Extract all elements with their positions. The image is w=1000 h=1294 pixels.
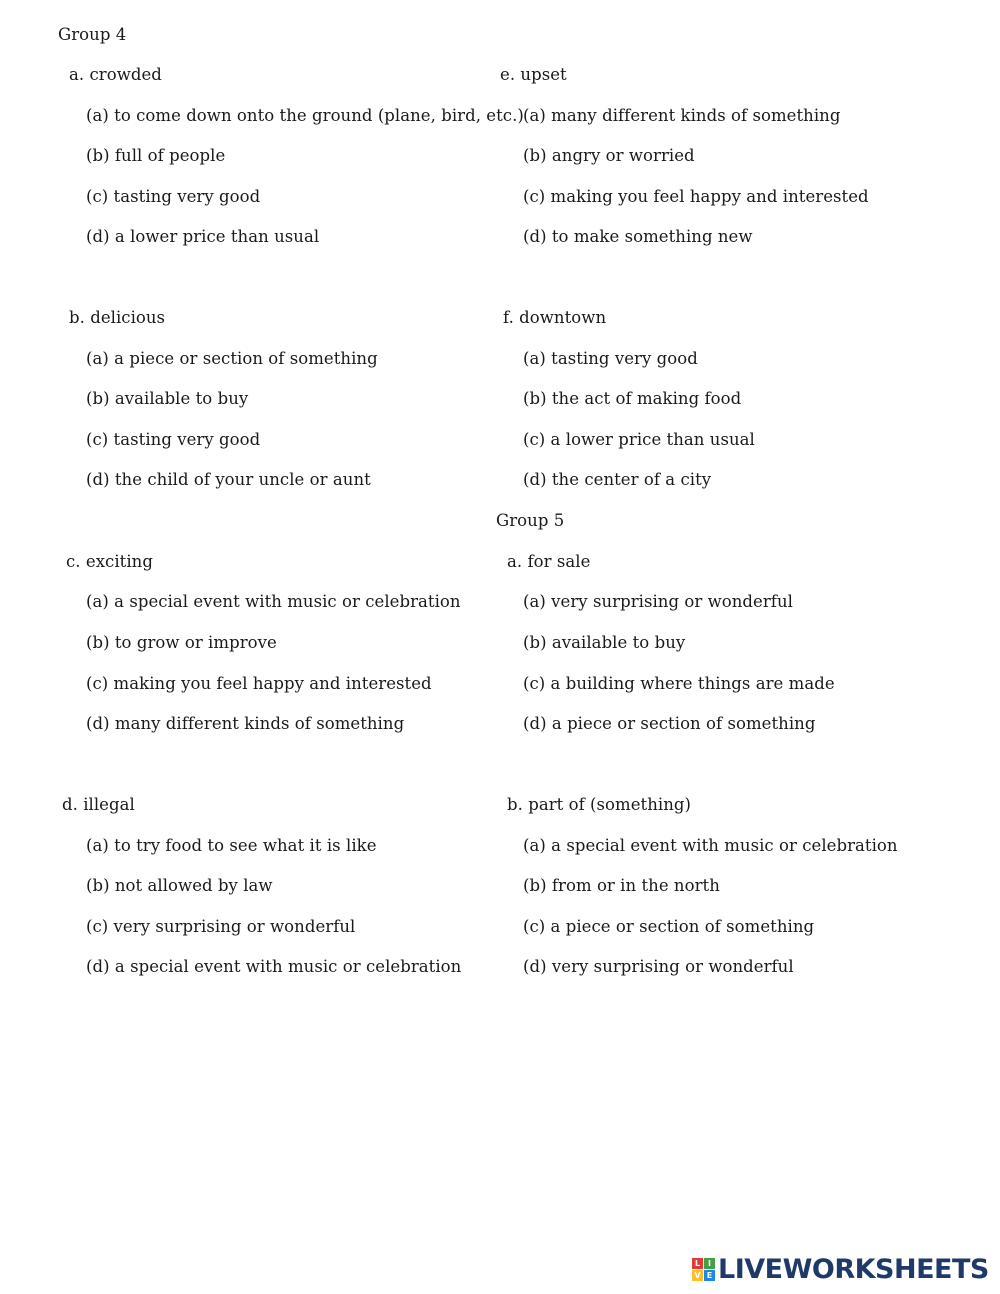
option-for-sale-a[interactable]: (a) very surprising or wonderful bbox=[523, 592, 793, 611]
option-upset-b[interactable]: (b) angry or worried bbox=[523, 146, 695, 165]
question-word-part-of: b. part of (something) bbox=[507, 795, 692, 814]
option-delicious-d[interactable]: (d) the child of your uncle or aunt bbox=[86, 470, 371, 489]
option-delicious-b[interactable]: (b) available to buy bbox=[86, 389, 249, 408]
option-upset-a[interactable]: (a) many different kinds of something bbox=[523, 106, 841, 125]
option-downtown-a[interactable]: (a) tasting very good bbox=[523, 349, 698, 368]
option-crowded-a[interactable]: (a) to come down onto the ground (plane, bird, etc.) bbox=[86, 106, 524, 125]
question-word-delicious: b. delicious bbox=[69, 308, 166, 327]
option-exciting-c[interactable]: (c) making you feel happy and interested bbox=[86, 674, 432, 693]
badge-letter-e: E bbox=[704, 1270, 715, 1281]
option-part-of-c[interactable]: (c) a piece or section of something bbox=[523, 917, 815, 936]
badge-letter-i: I bbox=[704, 1258, 715, 1269]
liveworksheets-logo bbox=[692, 1254, 989, 1284]
question-word-downtown: f. downtown bbox=[503, 308, 607, 327]
live-badge-icon bbox=[692, 1258, 715, 1281]
option-for-sale-b[interactable]: (b) available to buy bbox=[523, 633, 686, 652]
group-5-heading: Group 5 bbox=[496, 511, 565, 530]
option-part-of-a[interactable]: (a) a special event with music or celebration bbox=[523, 836, 898, 855]
option-illegal-a[interactable]: (a) to try food to see what it is like bbox=[86, 836, 377, 855]
option-crowded-d[interactable]: (d) a lower price than usual bbox=[86, 227, 320, 246]
option-upset-c[interactable]: (c) making you feel happy and interested bbox=[523, 187, 869, 206]
option-part-of-d[interactable]: (d) very surprising or wonderful bbox=[523, 957, 794, 976]
option-part-of-b[interactable]: (b) from or in the north bbox=[523, 876, 720, 895]
option-for-sale-d[interactable]: (d) a piece or section of something bbox=[523, 714, 816, 733]
option-downtown-d[interactable]: (d) the center of a city bbox=[523, 470, 712, 489]
option-delicious-c[interactable]: (c) tasting very good bbox=[86, 430, 261, 449]
badge-letter-v: V bbox=[692, 1270, 703, 1281]
option-illegal-d[interactable]: (d) a special event with music or celebration bbox=[86, 957, 462, 976]
question-word-crowded: a. crowded bbox=[69, 65, 162, 84]
badge-letter-l: L bbox=[692, 1258, 703, 1269]
question-word-for-sale: a. for sale bbox=[507, 552, 591, 571]
question-word-upset: e. upset bbox=[500, 65, 567, 84]
question-word-exciting: c. exciting bbox=[66, 552, 153, 571]
option-crowded-c[interactable]: (c) tasting very good bbox=[86, 187, 261, 206]
option-downtown-c[interactable]: (c) a lower price than usual bbox=[523, 430, 755, 449]
option-exciting-a[interactable]: (a) a special event with music or celebration bbox=[86, 592, 461, 611]
option-for-sale-c[interactable]: (c) a building where things are made bbox=[523, 674, 835, 693]
option-upset-d[interactable]: (d) to make something new bbox=[523, 227, 753, 246]
option-downtown-b[interactable]: (b) the act of making food bbox=[523, 389, 742, 408]
group-4-heading: Group 4 bbox=[58, 25, 127, 44]
option-crowded-b[interactable]: (b) full of people bbox=[86, 146, 226, 165]
option-illegal-b[interactable]: (b) not allowed by law bbox=[86, 876, 273, 895]
option-exciting-d[interactable]: (d) many different kinds of something bbox=[86, 714, 405, 733]
option-exciting-b[interactable]: (b) to grow or improve bbox=[86, 633, 277, 652]
option-illegal-c[interactable]: (c) very surprising or wonderful bbox=[86, 917, 356, 936]
option-delicious-a[interactable]: (a) a piece or section of something bbox=[86, 349, 378, 368]
logo-text: LIVEWORKSHEETS bbox=[718, 1253, 989, 1285]
question-word-illegal: d. illegal bbox=[62, 795, 135, 814]
